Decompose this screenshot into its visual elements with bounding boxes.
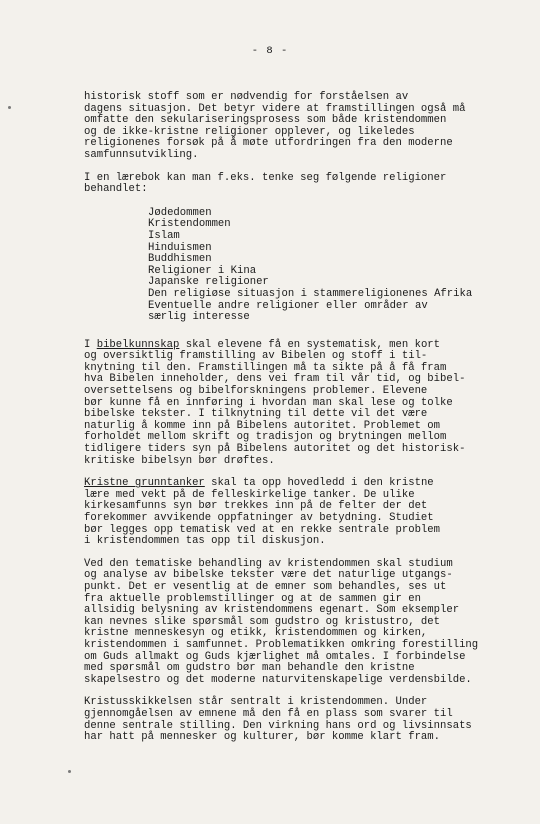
text-line: har hatt på mennesker og kulturer, bør komme klart fram. — [84, 731, 441, 744]
text-line: forholdet mellom skrift og tradisjon og brytningen mellom — [84, 431, 447, 444]
section-keyword: bibelkunnskap — [96, 338, 180, 351]
text-line: skapelsestro og det moderne naturvitenskapelige verdensbilde. — [84, 673, 472, 686]
list-item: Japanske religioner — [148, 276, 269, 289]
text-line: kristne menneskesyn og etikk, kristendommen og kirken, — [84, 627, 428, 640]
text-line: om Guds allmakt og Guds kjærlighet må omtales. I forbindelse — [84, 650, 466, 663]
text-line: med spørsmål om gudstro bør man behandle den kristne — [84, 662, 415, 675]
paragraph-tematiske-behandling — [84, 559, 528, 687]
text-line: kirkesamfunns syn bør trekkes inn på de felter der det — [84, 500, 428, 513]
text-line: bibelske tekster. I tilknytning til dette vil det være — [84, 408, 428, 421]
list-item: Islam — [148, 229, 180, 242]
text-line: samfunnsutvikling. — [84, 148, 199, 161]
text-line: historisk stoff som er nødvendig for forståelsen av — [84, 91, 409, 103]
paragraph-historical — [84, 92, 528, 162]
text-line: kan nevnes slike spørsmål som gudstro og kristustro, det — [84, 615, 441, 628]
text-line: gjennomgåelsen av emnene må den få en plass som svarer til — [84, 707, 453, 720]
scan-speck — [68, 770, 71, 773]
text-line: oversettelsens og bibelforskningens problemer. Elevene — [84, 385, 428, 398]
text-line: og oversiktlig framstilling av Bibelen og stoff i til- — [84, 350, 428, 363]
list-item: Hinduismen — [148, 241, 212, 254]
text-line: denne sentrale stilling. Den virkning hans ord og livsinnsats — [84, 719, 472, 732]
page-number: - 8 - — [251, 45, 289, 57]
list-item: Kristendommen — [148, 218, 231, 231]
paragraph-kristusskikkelsen — [84, 697, 528, 743]
text-line: knytning til den. Framstillingen må ta sikte på å få fram — [84, 361, 447, 374]
text-line: dagens situasjon. Det betyr videre at framstillingen også må — [84, 102, 466, 115]
text-line: behandlet: — [84, 183, 148, 196]
text-line: kristendommen i samfunnet. Problematikken omkring forestilling — [84, 638, 479, 651]
text-line: bør legges opp tematisk ved at en rekke sentrale problem — [84, 523, 441, 536]
text-line: punkt. Det er vesentlig at de emner som behandles, ses ut — [84, 580, 447, 593]
list-item: Jødedommen — [148, 206, 212, 219]
text-fragment: skal elevene få en systematisk, men kort — [179, 338, 441, 351]
text-line: i kristendommen tas opp til diskusjon. — [84, 535, 326, 548]
text-line: kritiske bibelsyn bør drøftes. — [84, 454, 275, 467]
text-line: bør kunne få en innføring i hvordan man skal lese og tolke — [84, 396, 453, 409]
text-line: I en lærebok kan man f.eks. tenke seg følgende religioner — [84, 171, 447, 184]
text-line: og analyse av bibelske tekster være det naturlige utgangs- — [84, 569, 453, 582]
text-line: hva Bibelen inneholder, dens vei fram til vår tid, og bibel- — [84, 373, 466, 386]
text-line: tidligere tiders syn på Bibelens autoritet og det historisk- — [84, 443, 466, 456]
text-line: og de ikke-kristne religioner opplever, og likeledes — [84, 125, 415, 138]
list-item: Religioner i Kina — [148, 264, 257, 277]
section-keyword: Kristne grunntanker — [84, 477, 205, 490]
list-item: Den religiøse situasjon i stammereligionenes Afrika — [148, 287, 473, 300]
text-line: Kristusskikkelsen står sentralt i kristendommen. Under — [84, 696, 428, 709]
paragraph-kristne-grunntanker — [84, 478, 528, 548]
text-line: Ved den tematiske behandling av kristendommen skal studium — [84, 557, 453, 570]
text-line: omfatte den sekulariseringsprosess som både kristendommen — [84, 114, 447, 127]
text-fragment: skal ta opp hovedledd i den kristne — [204, 477, 434, 490]
document-body — [84, 92, 528, 755]
text-line: lære med vekt på de felleskirkelige tanker. De ulike — [84, 488, 415, 501]
religions-list — [148, 208, 528, 324]
paragraph-textbook-intro — [84, 173, 528, 196]
scan-speck — [8, 106, 11, 109]
text-line: religionenes forsøk på å møte utfordringen fra den moderne — [84, 137, 453, 150]
text-line: allsidig belysning av kristendommens egenart. Som eksempler — [84, 604, 460, 617]
text-fragment: I — [84, 338, 97, 351]
text-line: fra aktuelle problemstillinger og at de sammen gir en — [84, 592, 421, 605]
list-item: særlig interesse — [148, 311, 250, 324]
list-item: Buddhismen — [148, 253, 212, 266]
list-item: Eventuelle andre religioner eller områder av — [148, 299, 428, 312]
text-line: forekommer avvikende oppfatninger av betydning. Studiet — [84, 512, 434, 524]
text-line: naturlig å komme inn på Bibelens autoritet. Problemet om — [84, 419, 441, 432]
paragraph-bibelkunnskap — [84, 340, 528, 468]
